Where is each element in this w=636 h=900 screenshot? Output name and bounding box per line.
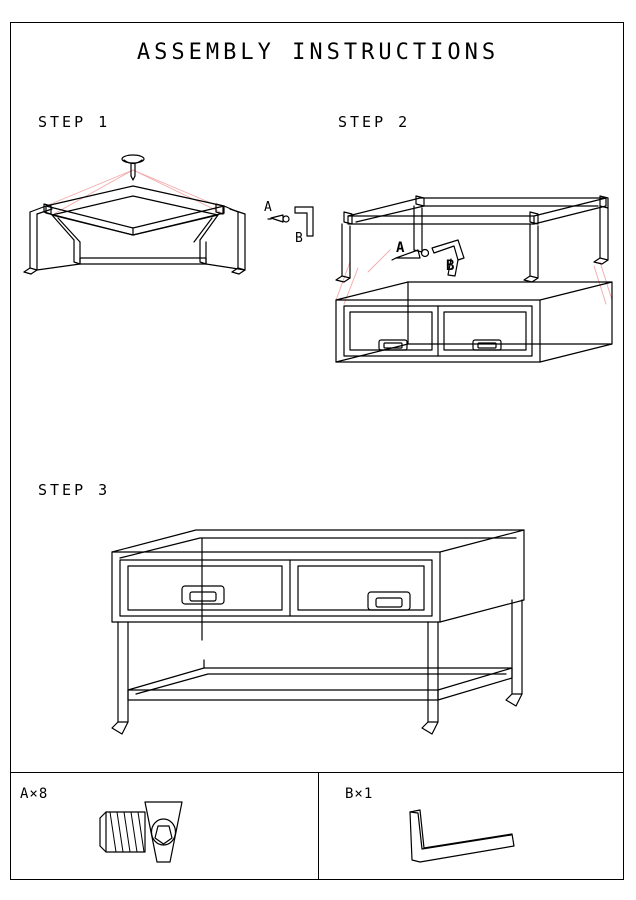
step-2-label: STEP 2 [338, 113, 411, 131]
step-1-callout-b: B [295, 231, 303, 246]
parts-list-divider-vertical [318, 772, 319, 880]
step-2-callout-b: B [446, 258, 455, 274]
part-a-label: A×8 [20, 786, 49, 802]
step-2-callout-a: A [396, 240, 405, 256]
parts-list-divider-horizontal [10, 772, 624, 773]
part-b-label: B×1 [345, 786, 374, 802]
step-1-callout-a: A [264, 200, 272, 215]
step-1-label: STEP 1 [38, 113, 111, 131]
step-3-label: STEP 3 [38, 481, 111, 499]
sheet-border [10, 22, 624, 880]
page-title: ASSEMBLY INSTRUCTIONS [136, 40, 500, 65]
